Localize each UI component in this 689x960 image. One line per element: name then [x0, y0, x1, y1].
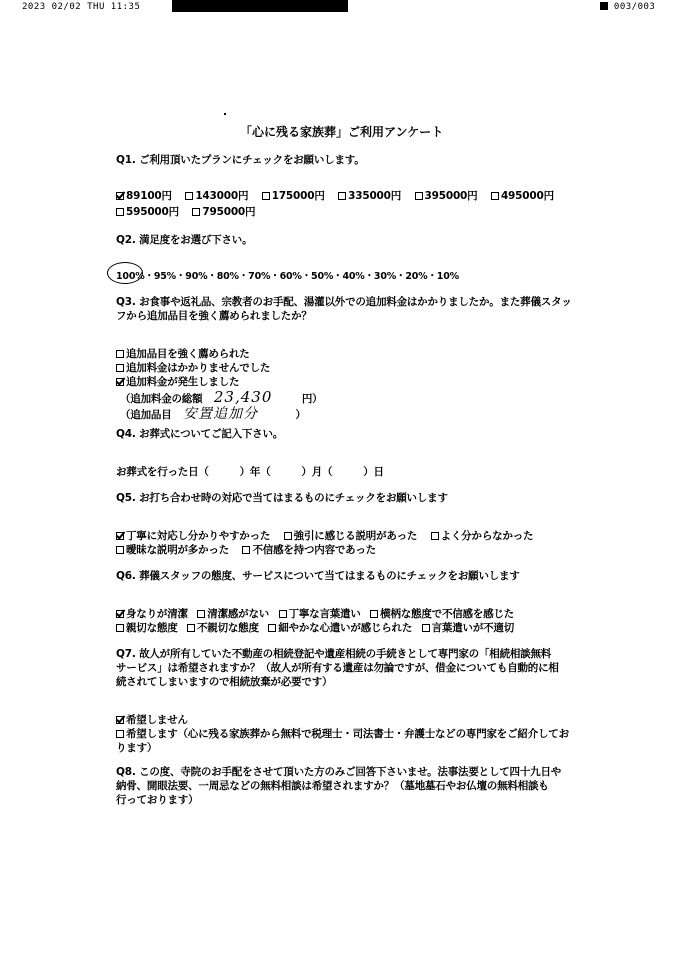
checkbox-icon[interactable]	[242, 546, 250, 554]
q3-option[interactable]: 追加料金が発生しました	[116, 374, 239, 389]
checkbox-icon[interactable]	[279, 610, 287, 618]
q3-item-label: （追加品目	[120, 409, 172, 421]
checkbox-icon[interactable]	[116, 208, 124, 216]
q5-question: Q5. お打ち合わせ時の対応で当てはまるものにチェックをお願いします	[116, 492, 448, 504]
q1-option[interactable]: 143000円	[185, 190, 248, 202]
q6-option[interactable]: 親切な態度	[116, 622, 178, 634]
checkbox-icon[interactable]	[116, 546, 124, 554]
q2-satisfaction-scale[interactable]: 100%・95%・90%・80%・70%・60%・50%・40%・30%・20%・10%	[116, 271, 459, 282]
q1-option[interactable]: 89100円	[116, 190, 172, 202]
q3-question-line2: フから追加品目を強く薦められましたか？	[116, 310, 312, 322]
q6-options-row1	[116, 606, 520, 621]
q3-item-row	[120, 403, 306, 423]
q5-option[interactable]: 曖昧な説明が多かった	[116, 544, 229, 556]
fax-icon	[600, 2, 608, 10]
checkbox-icon[interactable]	[370, 610, 378, 618]
q6-option[interactable]: 言葉遣いが不適切	[422, 622, 514, 634]
checkbox-icon[interactable]	[268, 624, 276, 632]
q6-option[interactable]: 不親切な態度	[187, 622, 259, 634]
q7-option-request[interactable]: 希望します（心に残る家族葬から無料で税理士・司法書士・弁護士などの専門家をご紹介してお	[116, 726, 569, 741]
checkbox-icon[interactable]	[422, 624, 430, 632]
q7-question-line1: Q7. 故人が所有していた不動産の相続登記や遺産相続の手続きとして専門家の「相続相談無料	[116, 648, 552, 660]
q6-option[interactable]: 清潔感がない	[197, 608, 269, 620]
checkbox-icon[interactable]	[116, 624, 124, 632]
fax-page: 003/003	[613, 2, 656, 12]
q7-question-line2: サービス」は希望されますか？（故人が所有する遺産は勿論ですが、借金についても自動的に相	[116, 662, 559, 674]
q1-options-row2	[116, 204, 265, 219]
q1-option[interactable]: 595000円	[116, 206, 179, 218]
checkbox-icon[interactable]	[116, 730, 124, 738]
q6-option[interactable]: 身なりが清潔	[116, 608, 188, 620]
fax-datetime: 2023 02/02 THU 11:35	[22, 2, 141, 12]
q3-total-value[interactable]: 23,430	[213, 388, 273, 406]
q1-option[interactable]: 175000円	[262, 190, 325, 202]
checkbox-icon[interactable]	[284, 532, 292, 540]
q6-option[interactable]: 横柄な態度で不信感を感じた	[370, 608, 514, 620]
q5-option[interactable]: 丁寧に対応し分かりやすかった	[116, 530, 270, 542]
q5-options-row2	[116, 542, 386, 557]
checkbox-icon[interactable]	[431, 532, 439, 540]
checkbox-icon[interactable]	[197, 610, 205, 618]
q7-option-decline[interactable]: 希望しません	[116, 712, 188, 727]
q3-total-label: （追加料金の総額	[120, 393, 203, 405]
checkbox-icon[interactable]	[116, 364, 124, 372]
q3-total-suffix: 円）	[301, 393, 323, 405]
checkbox-checked-icon[interactable]	[116, 716, 124, 724]
q1-question: Q1. ご利用頂いたプランにチェックをお願いします。	[116, 154, 365, 166]
speck-dot	[224, 113, 226, 115]
checkbox-icon[interactable]	[192, 208, 200, 216]
checkbox-checked-icon[interactable]	[116, 610, 124, 618]
q4-question: Q4. お葬式についてご記入下さい。	[116, 428, 284, 440]
q3-option[interactable]: 追加品目を強く薦められた	[116, 346, 250, 361]
q7-question-line3: 続されてしまいますので相続放棄が必要です）	[116, 676, 333, 688]
q7-option-request-cont: ります）	[116, 742, 158, 754]
q6-option[interactable]: 丁寧な言葉遣い	[279, 608, 361, 620]
q5-option[interactable]: よく分からなかった	[431, 530, 534, 542]
checkbox-icon[interactable]	[491, 192, 499, 200]
checkbox-icon[interactable]	[185, 192, 193, 200]
q3-option[interactable]: 追加料金はかかりませんでした	[116, 360, 270, 375]
checkbox-icon[interactable]	[262, 192, 270, 200]
q1-option[interactable]: 495000円	[491, 190, 554, 202]
checkbox-icon[interactable]	[187, 624, 195, 632]
checkbox-checked-icon[interactable]	[116, 192, 124, 200]
q8-question-line1: Q8. この度、寺院のお手配をさせて頂いた方のみご回答下さいませ。法事法要として四十九日や	[116, 766, 562, 778]
q4-date-line[interactable]: お葬式を行った日（ ）年（ ）月（ ）日	[116, 466, 384, 478]
survey-title: 「心に残る家族葬」ご利用アンケート	[240, 125, 444, 139]
q8-question-line3: 行っております）	[116, 794, 199, 806]
redaction-bar	[172, 0, 348, 12]
checkbox-icon[interactable]	[415, 192, 423, 200]
fax-page-number	[600, 2, 655, 12]
q2-question: Q2. 満足度をお選び下さい。	[116, 234, 253, 246]
q6-options-row2	[116, 620, 520, 635]
q5-options-row1	[116, 528, 543, 543]
checkbox-checked-icon[interactable]	[116, 378, 124, 386]
q6-option[interactable]: 細やかな心遣いが感じられた	[268, 622, 412, 634]
q3-item-suffix: ）	[295, 409, 306, 421]
q1-option[interactable]: 795000円	[192, 206, 255, 218]
q5-option[interactable]: 不信感を持つ内容であった	[242, 544, 376, 556]
checkbox-icon[interactable]	[116, 350, 124, 358]
q8-question-line2: 納骨、開眼法要、一周忌などの無料相談は希望されますか？（墓地墓石やお仏壇の無料相談も	[116, 780, 549, 792]
checkbox-icon[interactable]	[338, 192, 346, 200]
q3-question-line1: Q3. お食事や返礼品、宗教者のお手配、湯灌以外での追加料金はかかりましたか。また葬儀スタッ	[116, 296, 572, 308]
checkbox-checked-icon[interactable]	[116, 532, 124, 540]
q1-option[interactable]: 335000円	[338, 190, 401, 202]
q5-option[interactable]: 強引に感じる説明があった	[284, 530, 418, 542]
q3-item-value[interactable]: 安置追加分	[182, 406, 258, 422]
q1-options-row1	[116, 188, 564, 203]
q1-option[interactable]: 395000円	[415, 190, 478, 202]
q6-question: Q6. 葬儀スタッフの態度、サービスについて当てはまるものにチェックをお願いします	[116, 570, 520, 582]
